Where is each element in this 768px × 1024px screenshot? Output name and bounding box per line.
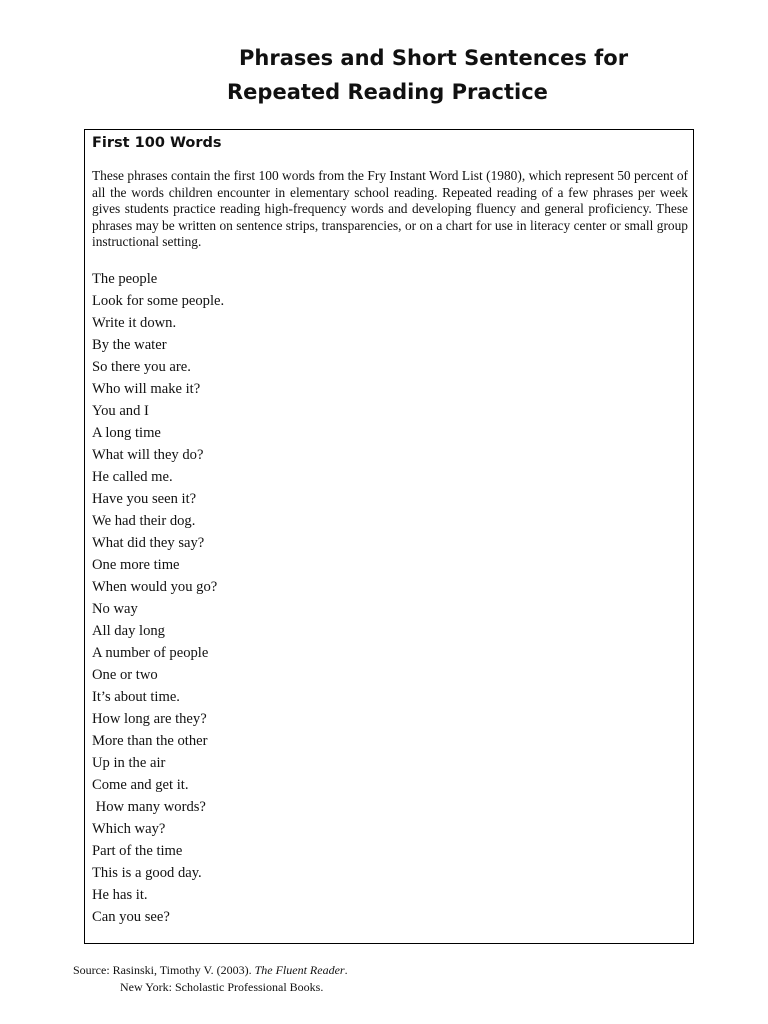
phrase-item: One or two (92, 667, 158, 683)
phrase-item: Part of the time (92, 843, 183, 859)
phrase-item: One more time (92, 557, 180, 573)
phrase-item: Have you seen it? (92, 491, 197, 507)
page-title-line-1-text: Phrases and Short Sentences for (239, 46, 629, 70)
phrase-item: Up in the air (92, 755, 166, 771)
intro-paragraph: These phrases contain the first 100 words from the Fry Instant Word List (1980), which represent 50 percent of all the words children encounter in elementary school reading. Repeated reading of a few phrases per week gives students practice reading high-frequency words and developing fluency and general proficiency. These phrases may be written on sentence strips, transparencies, or on a chart for use in literacy center or small group instructional setting. (92, 168, 688, 249)
source-book-title: The Fluent Reader (254, 963, 345, 977)
phrase-item: This is a good day. (92, 865, 202, 881)
page-title-line-2-text: Repeated Reading Practice (227, 80, 548, 104)
source-publisher: New York: Scholastic Professional Books. (120, 980, 324, 994)
box-heading: First 100 Words (92, 135, 222, 151)
phrase-item: He has it. (92, 887, 148, 903)
phrase-item: A long time (92, 425, 161, 441)
source-citation (73, 962, 348, 996)
phrase-item: What will they do? (92, 447, 204, 463)
phrase-item: So there you are. (92, 359, 191, 375)
phrase-item: Which way? (92, 821, 166, 837)
phrase-item: Write it down. (92, 315, 177, 331)
source-suffix: . (344, 963, 348, 977)
phrase-item: No way (92, 601, 138, 617)
phrase-item: A number of people (92, 645, 209, 661)
source-prefix: Source: Rasinski, Timothy V. (2003). (73, 963, 255, 977)
phrase-item: All day long (92, 623, 165, 639)
phrase-item: When would you go? (92, 579, 218, 595)
phrase-item: Come and get it. (92, 777, 189, 793)
phrases-box (84, 129, 694, 944)
phrase-item: How many words? (92, 799, 206, 815)
phrase-item: It’s about time. (92, 689, 180, 705)
phrase-item: By the water (92, 337, 167, 353)
phrase-item: Can you see? (92, 909, 170, 925)
phrase-item: How long are they? (92, 711, 207, 727)
phrase-item: What did they say? (92, 535, 205, 551)
phrase-item: You and I (92, 403, 149, 419)
phrase-item: Look for some people. (92, 293, 225, 309)
phrase-item: More than the other (92, 733, 208, 749)
phrase-list (92, 268, 224, 928)
phrase-item: He called me. (92, 469, 173, 485)
phrase-item: The people (92, 271, 158, 287)
phrase-item: Who will make it? (92, 381, 201, 397)
phrase-item: We had their dog. (92, 513, 196, 529)
